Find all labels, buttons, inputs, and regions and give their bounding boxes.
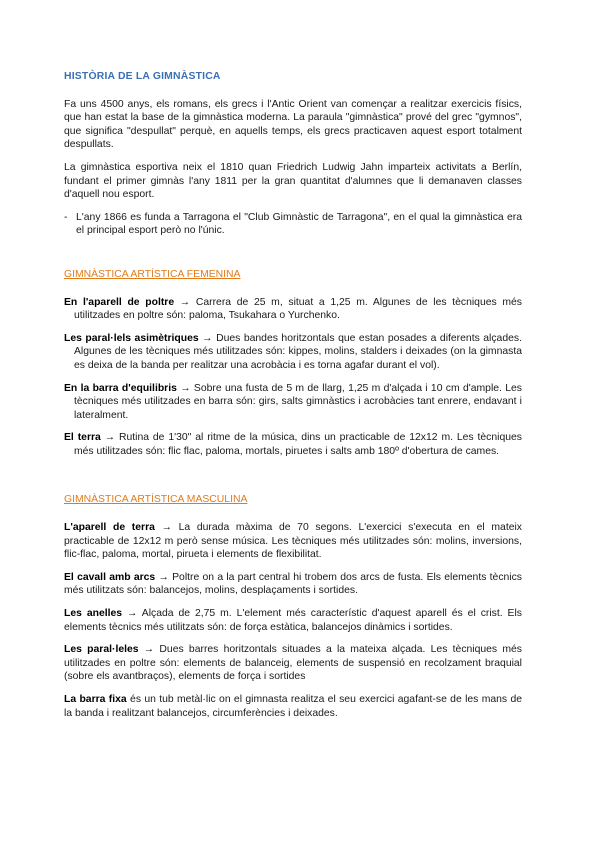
apparatus-term: L'aparell de terra	[64, 522, 155, 534]
apparatus-term: La barra fixa	[64, 694, 127, 705]
apparatus-term: En l'aparell de poltre	[64, 296, 175, 308]
apparatus-term: En la barra d'equilibris	[64, 382, 177, 394]
apparatus-description: → Alçada de 2,75 m. L'element més característic d'aquest aparell és el crist. Els elements tècnics més utilitzats són: de força estàtica, balancejos dinàmics i sortides.	[64, 608, 522, 633]
apparatus-term: Les paral·lels asimètriques	[64, 332, 199, 344]
section-heading-female: GIMNÀSTICA ARTÍSTICA FEMENINA	[64, 268, 241, 280]
section-heading-male: GIMNÀSTICA ARTÍSTICA MASCULINA	[64, 494, 248, 506]
apparatus-description: → Dues bandes horitzontals que estan posades a diferents alçades. Algunes de les tècniques més utilitzades són: kippes, molins, stalders i deixades (on la gimnasta es deixa de la banda per realitzar una acrobàcia i es torna agafar durant el vol).	[74, 332, 522, 371]
apparatus-entry	[64, 431, 522, 458]
apparatus-description: → Dues barres horitzontals situades a la mateixa alçada. Les tècniques més utilitzades en poltre són: elements de balanceig, elements de suspensió en recolzament braquial (sobre els avantbraços), elements de força i sortides	[64, 644, 522, 683]
document-page	[64, 70, 522, 729]
apparatus-entry	[64, 643, 522, 684]
bullet-marker: -	[64, 211, 68, 223]
apparatus-description: → Rutina de 1'30" al ritme de la música, dins un practicable de 12x12 m. Les tècniques més utilitzades són: flic flac, paloma, mortals, piruetes i salts amb 180º d'obertura de cames.	[74, 432, 522, 457]
apparatus-description: → Sobre una fusta de 5 m de llarg, 1,25 m d'alçada i 10 cm d'ample. Les tècniques més utilitzades en barra són: girs, salts gimnàstics i acrobàcies tant enrere, endavant i lateralment.	[74, 382, 522, 421]
apparatus-entry	[64, 607, 522, 634]
bullet-text: L'any 1866 es funda a Tarragona el "Club Gimnàstic de Tarragona", en el qual la gimnàstica era el principal esport però no l'únic.	[76, 211, 522, 237]
apparatus-description: és un tub metàl·lic on el gimnasta realitza el seu exercici agafant-se de les mans de la banda i realitzant balancejos, circumferències i deixades.	[64, 694, 523, 719]
intro-paragraph-2: La gimnàstica esportiva neix el 1810 quan Friedrich Ludwig Jahn imparteix activitats a Berlín, fundant el primer gimnàs l'any 1811 per la gran quantitat d'alumnes que li demanaven classes d'aquell nou esport.	[64, 161, 522, 201]
apparatus-entry	[64, 521, 522, 562]
apparatus-entry	[64, 296, 522, 323]
apparatus-entry	[64, 693, 522, 720]
apparatus-description: → Carrera de 25 m, situat a 1,25 m. Algunes de les tècniques més utilitzades en poltre són: paloma, Tsukahara o Yurchenko.	[74, 296, 522, 322]
apparatus-term: Les anelles	[64, 608, 123, 620]
bullet-item	[64, 211, 522, 238]
apparatus-term: El cavall amb arcs	[64, 571, 156, 583]
page-title: HISTÒRIA DE LA GIMNÀSTICA	[64, 71, 221, 82]
apparatus-term: El terra	[64, 432, 101, 444]
apparatus-entry	[64, 332, 522, 373]
apparatus-term: Les paral·leles	[64, 644, 139, 656]
apparatus-entry	[64, 571, 522, 598]
intro-paragraph-1: Fa uns 4500 anys, els romans, els grecs i l'Antic Orient van començar a realitzar exercicis físics, que han estat la base de la gimnàstica moderna. La paraula "gimnàstica" prové del grec "gymnos", que significa "despullat" perquè, en aquells temps, els grecs practicaven aquest esport totalment despullats.	[64, 98, 522, 151]
apparatus-entry	[64, 382, 522, 423]
apparatus-description: → Poltre on a la part central hi trobem dos arcs de fusta. Els elements tècnics més utilitzats són: balancejos, molins, desplaçaments i sortides.	[64, 571, 523, 597]
apparatus-description: → La durada màxima de 70 segons. L'exercici s'executa en el mateix practicable de 12x12 m però sense música. Les tècniques més utilitzades són: molins, inversions, flic-flac, paloma, mortal, pirueta i elements de flexibilitat.	[64, 522, 522, 561]
